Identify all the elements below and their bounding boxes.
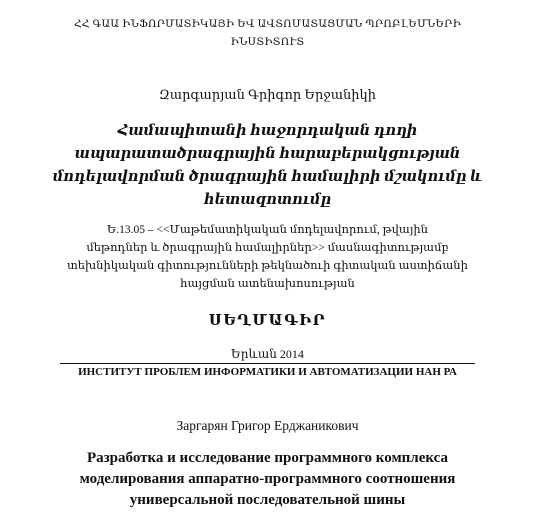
specialty-am-line-2: մեթոդներ և ծրագրային համալիրներ>> մասնագիտությամբ [86,242,449,254]
specialty-am-line-1: Ե.13.05 – <<Մաթեմատիկական մոդելավորում, թվային [107,224,428,236]
title-am-line-2: ապարատածրագրային հարաբերակցության [74,146,461,162]
title-am-line-1: Համապիտանի հաջորդական դողի [117,123,418,139]
divider-rule [60,363,475,364]
title-am-line-4: հետազոտումը [203,192,332,208]
specialty-am-line-3: տեխնիկական գիտությունների թեկնածուի գիտական աստիճանի [67,260,468,272]
title-am-line-3: մոդելավորման ծրագրային համալիրի մշակումը և [52,169,483,185]
institute-am-line-1: ՀՀ ԳԱԱ ԻՆՖՈՐՄԱՏԻԿԱՅԻ ԵՎ ԱՎՏՈՄԱՏԱՑՄԱՆ ՊՐՈԲԼԵՄՆԵՐԻ [73,19,462,30]
abstract-heading-am: ՍԵՂՄԱԳԻՐ [208,313,327,329]
author-name-ru: Заргарян Григор Ерджаникович [176,418,359,433]
city-year-am: Երևան 2014 [231,347,304,361]
author-name-am: Զարգարյան Գրիգոր Երջանիկի [159,87,376,102]
title-ru-line-2: моделирования аппаратно-программного соотношения [79,471,456,487]
title-ru-line-3: универсальной последовательной шины [129,492,406,508]
institute-am-line-2: ԻՆՍՏԻՏՈՒՏ [230,37,305,48]
specialty-am-line-4: հայցման ատենախոսության [180,278,355,290]
institute-ru: ИНСТИТУТ ПРОБЛЕМ ИНФОРМАТИКИ И АВТОМАТИЗАЦИИ НАН РА [78,366,457,378]
title-ru-line-1: Разработка и исследование программного комплекса [86,450,448,466]
